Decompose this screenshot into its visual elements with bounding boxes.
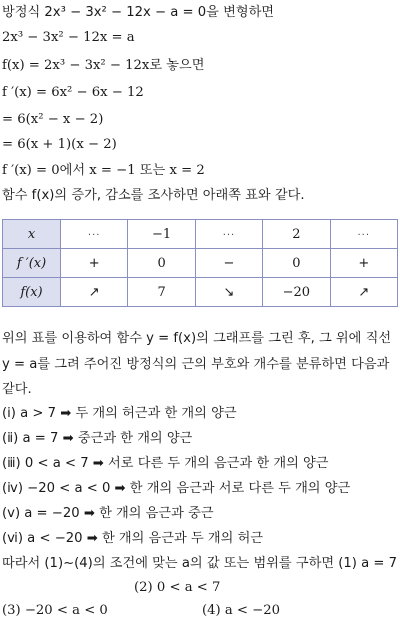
table-cell: + [330, 249, 397, 278]
paragraph-line-2: y = a를 그려 주어진 방정식의 근의 부호와 개수를 분류하면 다음과 [2, 357, 390, 372]
paragraph-line-1: 위의 표를 이용하여 함수 y = f(x)의 그래프를 그린 후, 그 위에 직선 [2, 331, 392, 346]
table-cell: ··· [330, 220, 397, 249]
table-cell: 0 [128, 249, 195, 278]
case-4: (ⅳ) −20 < a < 0 ➡ 한 개의 음근과 서로 다른 두 개의 양근 [2, 481, 351, 496]
table-cell: 0 [263, 249, 330, 278]
answer-4: (4) a < −20 [202, 603, 280, 618]
table-cell: ··· [61, 220, 128, 249]
increase-arrow-icon: ↗ [330, 278, 397, 307]
conclusion: 따라서 (1)~(4)의 조건에 맞는 a의 값 또는 범위를 구하면 (1) a = 7 [2, 556, 398, 571]
table-cell: −20 [263, 278, 330, 307]
decrease-arrow-icon: ↘ [195, 278, 262, 307]
table-row-fprime [3, 249, 398, 278]
table-cell: −1 [128, 220, 195, 249]
line-8: 함수 f(x)의 증가, 감소를 조사하면 아래쪽 표와 같다. [2, 188, 305, 203]
table-header-f: f(x) [3, 278, 61, 307]
answer-2: (2) 0 < a < 7 [134, 580, 221, 595]
table-cell: 2 [263, 220, 330, 249]
case-3: (ⅲ) 0 < a < 7 ➡ 서로 다른 두 개의 음근과 한 개의 양근 [2, 456, 329, 471]
answer-3: (3) −20 < a < 0 [2, 603, 108, 618]
table-row-f [3, 278, 398, 307]
line-5: = 6(x² − x − 2) [2, 112, 104, 127]
table-header-x: x [3, 220, 61, 249]
case-6: (ⅵ) a < −20 ➡ 한 개의 음근과 두 개의 허근 [2, 531, 264, 546]
line-1: 방정식 2x³ − 3x² − 12x − a = 0을 변형하면 [2, 5, 275, 20]
case-2: (ⅱ) a = 7 ➡ 중근과 한 개의 양근 [2, 431, 193, 446]
table-cell: + [61, 249, 128, 278]
table-cell: ··· [195, 220, 262, 249]
increase-arrow-icon: ↗ [61, 278, 128, 307]
table-header-fprime: f ′(x) [3, 249, 61, 278]
line-6: = 6(x + 1)(x − 2) [2, 137, 117, 152]
paragraph-line-3: 같다. [2, 382, 32, 397]
line-2: 2x³ − 3x² − 12x = a [2, 30, 135, 45]
line-7: f ′(x) = 0에서 x = −1 또는 x = 2 [2, 163, 205, 178]
case-5: (ⅴ) a = −20 ➡ 한 개의 음근과 중근 [2, 506, 214, 521]
table-cell: − [195, 249, 262, 278]
line-3: f(x) = 2x³ − 3x² − 12x로 놓으면 [2, 58, 205, 73]
variation-table [2, 219, 398, 307]
table-cell: 7 [128, 278, 195, 307]
case-1: (ⅰ) a > 7 ➡ 두 개의 허근과 한 개의 양근 [2, 406, 237, 421]
line-4: f ′(x) = 6x² − 6x − 12 [2, 85, 144, 100]
table-row-x [3, 220, 398, 249]
